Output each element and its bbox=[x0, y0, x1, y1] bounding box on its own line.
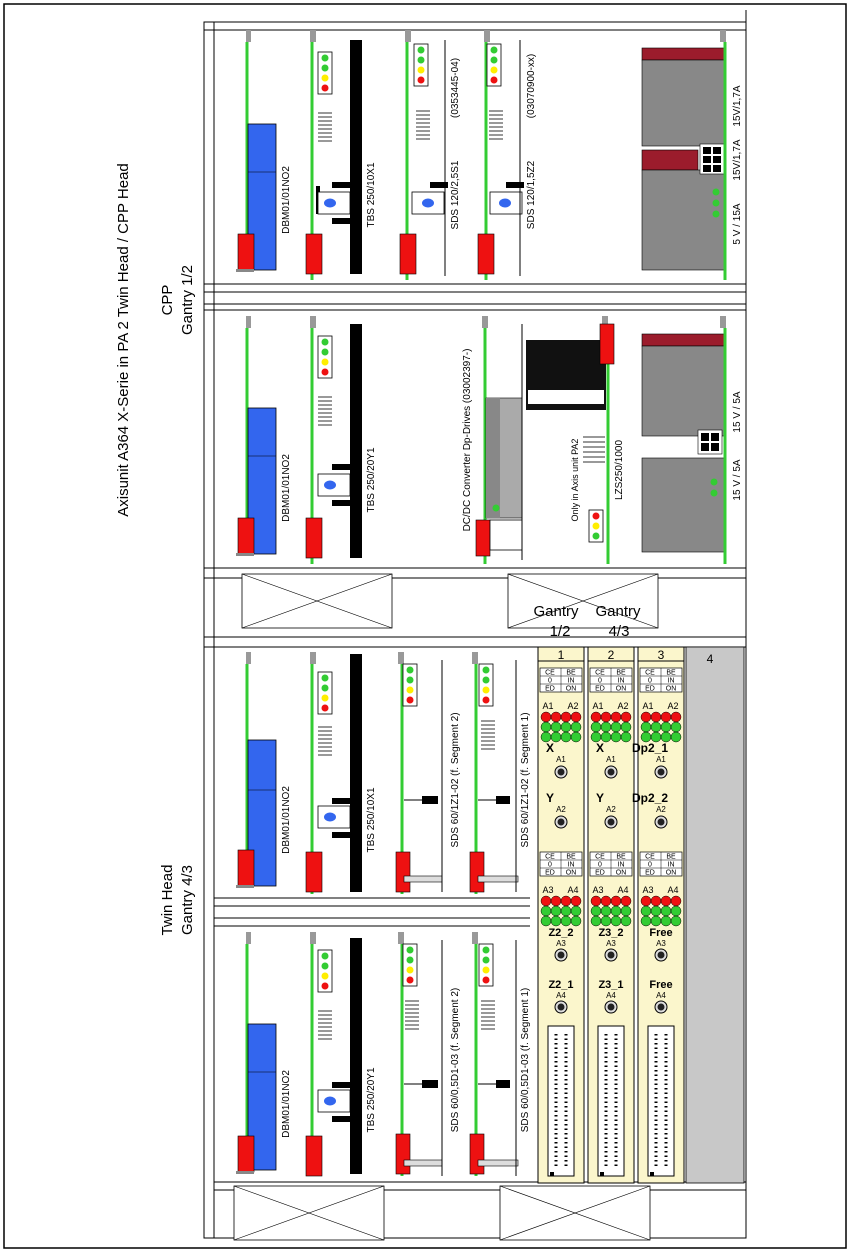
status-in-label: IN bbox=[567, 677, 575, 685]
a3-axis-label: Z2_2 bbox=[548, 927, 574, 939]
a2-port-label: A2 bbox=[556, 805, 566, 814]
a1-knob-icon[interactable] bbox=[555, 766, 567, 778]
a3-knob-icon[interactable] bbox=[555, 949, 567, 961]
cpp-gantry-label: Gantry 1/2 bbox=[179, 264, 196, 336]
a1-axis-label: Dp2_1 bbox=[631, 741, 669, 755]
psu-15v-label: 15V/1,7A bbox=[732, 139, 743, 181]
axis-card bbox=[632, 647, 684, 1183]
led-matrix bbox=[541, 712, 581, 742]
status-be-label: BE bbox=[616, 853, 626, 861]
a3-port-label: A3 bbox=[656, 939, 666, 948]
status-in-label: IN bbox=[617, 677, 625, 685]
slot-4-number: 4 bbox=[706, 652, 714, 666]
status-in-label: IN bbox=[567, 861, 575, 869]
dbm-label: DBM01/01NO2 bbox=[281, 1070, 292, 1138]
a2-axis-label: Y bbox=[545, 791, 555, 805]
status-zero-label: 0 bbox=[648, 861, 652, 869]
a4-label: A4 bbox=[567, 885, 579, 895]
dcdc-label: DC/DC Converter Dp-Drives (03002397-) bbox=[462, 348, 473, 532]
a1-label: A1 bbox=[592, 701, 604, 711]
axis-card bbox=[588, 647, 634, 1183]
a4-axis-label: Free bbox=[649, 979, 673, 991]
status-zero-label: 0 bbox=[648, 677, 652, 685]
cable-tray bbox=[234, 1186, 384, 1240]
a3-port-label: A3 bbox=[606, 939, 616, 948]
status-ce-label: CE bbox=[545, 669, 555, 677]
cable-tray bbox=[242, 574, 392, 628]
a3-axis-label: Z3_2 bbox=[598, 927, 624, 939]
a4-knob-icon[interactable] bbox=[655, 1001, 667, 1013]
twin-head-label: Twin Head bbox=[159, 864, 176, 936]
status-be-label: BE bbox=[566, 853, 576, 861]
connector bbox=[648, 1026, 674, 1176]
slot-number: 1 bbox=[557, 648, 565, 662]
diagram-title: Axisunit A364 X-Serie in PA 2 Twin Head / CPP Head bbox=[115, 163, 132, 517]
a2-port-label: A2 bbox=[656, 805, 666, 814]
led-matrix bbox=[641, 712, 681, 742]
status-on-label: ON bbox=[665, 869, 677, 877]
psu-label: 15 V / 5A bbox=[732, 459, 743, 501]
a4-label: A4 bbox=[667, 885, 679, 895]
led-matrix bbox=[541, 896, 581, 926]
a4-port-label: A4 bbox=[656, 991, 666, 1000]
status-in-label: IN bbox=[667, 861, 675, 869]
sds-label: SDS 120/2,5S1 bbox=[450, 160, 461, 230]
status-be-label: BE bbox=[666, 853, 676, 861]
a1-port-label: A1 bbox=[656, 755, 666, 764]
lzs-label: LZS250/1000 bbox=[614, 439, 625, 501]
a3-label: A3 bbox=[542, 885, 554, 895]
twin-gantry-label: Gantry 4/3 bbox=[179, 864, 196, 936]
status-be-label: BE bbox=[566, 669, 576, 677]
a2-label: A2 bbox=[617, 701, 629, 711]
a4-label: A4 bbox=[617, 885, 629, 895]
gantry-12-value: 1/2 bbox=[549, 623, 571, 640]
psu-5v-label: 5 V / 15A bbox=[732, 203, 743, 245]
a3-label: A3 bbox=[642, 885, 654, 895]
status-ed-label: ED bbox=[645, 685, 655, 693]
status-be-label: BE bbox=[616, 669, 626, 677]
status-ce-label: CE bbox=[645, 853, 655, 861]
a2-label: A2 bbox=[667, 701, 679, 711]
tbs-label: TBS 250/10X1 bbox=[366, 787, 377, 853]
sds-part-label: (03070900-xx) bbox=[526, 53, 537, 119]
a1-axis-label: X bbox=[595, 741, 605, 755]
tbs-label: TBS 250/20Y1 bbox=[366, 447, 377, 513]
status-zero-label: 0 bbox=[598, 677, 602, 685]
status-on-label: ON bbox=[615, 869, 627, 877]
status-ce-label: CE bbox=[595, 853, 605, 861]
a2-knob-icon[interactable] bbox=[655, 816, 667, 828]
a1-port-label: A1 bbox=[606, 755, 616, 764]
status-ed-label: ED bbox=[595, 685, 605, 693]
a2-label: A2 bbox=[567, 701, 579, 711]
status-zero-label: 0 bbox=[598, 861, 602, 869]
a3-knob-icon[interactable] bbox=[605, 949, 617, 961]
a3-port-label: A3 bbox=[556, 939, 566, 948]
status-ed-label: ED bbox=[545, 685, 555, 693]
connector bbox=[598, 1026, 624, 1176]
status-ce-label: CE bbox=[595, 669, 605, 677]
status-ed-label: ED bbox=[595, 869, 605, 877]
a4-port-label: A4 bbox=[556, 991, 566, 1000]
a2-axis-label: Y bbox=[595, 791, 605, 805]
status-on-label: ON bbox=[565, 869, 577, 877]
status-ed-label: ED bbox=[545, 869, 555, 877]
a4-port-label: A4 bbox=[606, 991, 616, 1000]
sds-label: SDS 60/1Z1-02 (f. Segment 1) bbox=[520, 712, 531, 848]
status-on-label: ON bbox=[565, 685, 577, 693]
led-matrix bbox=[591, 712, 631, 742]
psu-label: 15 V / 5A bbox=[732, 391, 743, 433]
axis-unit-note: Only in Axis unit PA2 bbox=[570, 438, 580, 522]
a1-label: A1 bbox=[542, 701, 554, 711]
slot-number: 2 bbox=[607, 648, 615, 662]
sds-label: SDS 60/0,5D1-03 (f. Segment 1) bbox=[520, 987, 531, 1133]
led-matrix bbox=[591, 896, 631, 926]
a2-port-label: A2 bbox=[606, 805, 616, 814]
a4-axis-label: Z2_1 bbox=[548, 979, 574, 991]
status-zero-label: 0 bbox=[548, 677, 552, 685]
psu-15v-label: 15V/1,7A bbox=[732, 85, 743, 127]
a4-knob-icon[interactable] bbox=[605, 1001, 617, 1013]
status-be-label: BE bbox=[666, 669, 676, 677]
dbm-label: DBM01/01NO2 bbox=[281, 166, 292, 234]
cable-tray bbox=[500, 1186, 650, 1240]
a3-axis-label: Free bbox=[649, 927, 673, 939]
a3-knob-icon[interactable] bbox=[655, 949, 667, 961]
sds-part-label: (0353445-04) bbox=[450, 57, 461, 119]
a2-knob-icon[interactable] bbox=[605, 816, 617, 828]
axis-cards bbox=[538, 647, 684, 1183]
a1-knob-icon[interactable] bbox=[655, 766, 667, 778]
dbm-label: DBM01/01NO2 bbox=[281, 786, 292, 854]
connector bbox=[548, 1026, 574, 1176]
sds-label: SDS 60/1Z1-02 (f. Segment 2) bbox=[450, 712, 461, 848]
gantry-12-label: Gantry bbox=[533, 603, 579, 620]
status-on-label: ON bbox=[615, 685, 627, 693]
dbm-label: DBM01/01NO2 bbox=[281, 454, 292, 522]
a4-knob-icon[interactable] bbox=[555, 1001, 567, 1013]
status-zero-label: 0 bbox=[548, 861, 552, 869]
status-in-label: IN bbox=[617, 861, 625, 869]
gantry-43-label: Gantry bbox=[595, 603, 641, 620]
slot-number: 3 bbox=[657, 648, 665, 662]
a1-port-label: A1 bbox=[556, 755, 566, 764]
status-in-label: IN bbox=[667, 677, 675, 685]
a3-label: A3 bbox=[592, 885, 604, 895]
slot-4-panel bbox=[686, 647, 744, 1183]
status-ce-label: CE bbox=[645, 669, 655, 677]
status-on-label: ON bbox=[665, 685, 677, 693]
led-matrix bbox=[641, 896, 681, 926]
status-ed-label: ED bbox=[645, 869, 655, 877]
gantry-43-value: 4/3 bbox=[608, 623, 630, 640]
a2-knob-icon[interactable] bbox=[555, 816, 567, 828]
a4-axis-label: Z3_1 bbox=[598, 979, 624, 991]
a1-axis-label: X bbox=[545, 741, 555, 755]
a1-label: A1 bbox=[642, 701, 654, 711]
sds-label: SDS 60/0,5D1-03 (f. Segment 2) bbox=[450, 987, 461, 1133]
tbs-label: TBS 250/20Y1 bbox=[366, 1067, 377, 1133]
tbs-label: TBS 250/10X1 bbox=[366, 162, 377, 228]
status-ce-label: CE bbox=[545, 853, 555, 861]
a2-axis-label: Dp2_2 bbox=[631, 791, 669, 805]
a1-knob-icon[interactable] bbox=[605, 766, 617, 778]
cpp-label: CPP bbox=[159, 284, 176, 316]
axis-card bbox=[538, 647, 584, 1183]
sds-label: SDS 120/1,5Z2 bbox=[526, 160, 537, 230]
